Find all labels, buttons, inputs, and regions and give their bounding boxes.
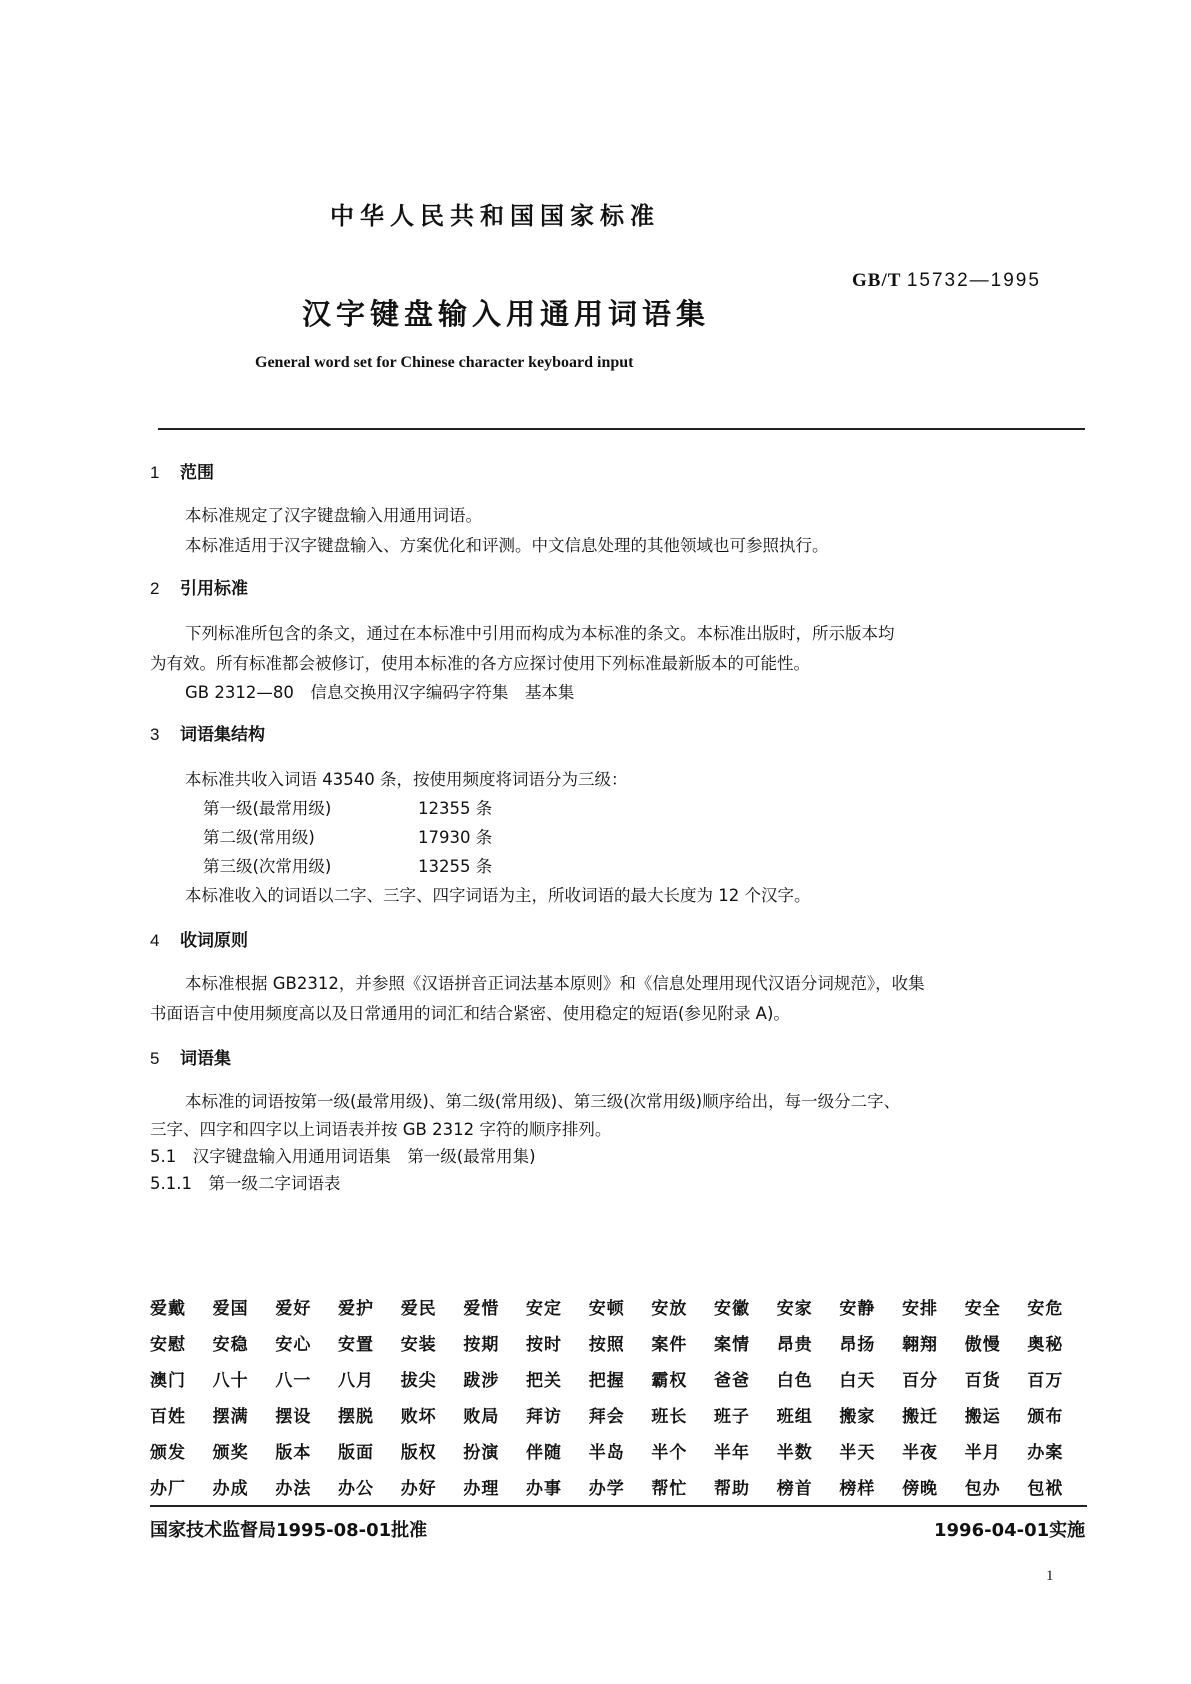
section-3-heading: 3 词语集结构 (150, 725, 265, 745)
word-cell: 搬家 (839, 1406, 876, 1427)
word-cell: 班子 (714, 1406, 751, 1427)
word-cell: 爱惜 (463, 1298, 500, 1319)
word-cell: 安家 (776, 1298, 813, 1319)
word-cell: 安顿 (588, 1298, 625, 1319)
word-cell: 半夜 (902, 1442, 939, 1463)
word-cell: 颁布 (1027, 1406, 1064, 1427)
section-5-heading: 5 词语集 (150, 1049, 231, 1069)
word-cell: 把关 (526, 1370, 563, 1391)
section-5-paragraph-line-2: 三字、四字和四字以上词语表并按 GB 2312 字符的顺序排列。 (150, 1120, 612, 1139)
word-cell: 安放 (651, 1298, 688, 1319)
word-cell: 百分 (902, 1370, 939, 1391)
word-cell: 案情 (714, 1334, 751, 1355)
word-cell: 办好 (400, 1478, 437, 1499)
word-cell: 八月 (338, 1370, 375, 1391)
word-cell: 百姓 (150, 1406, 186, 1427)
word-cell: 按照 (588, 1334, 625, 1355)
word-cell: 爱国 (212, 1298, 249, 1319)
word-cell: 把握 (588, 1370, 625, 1391)
word-row (150, 1288, 1090, 1324)
word-cell: 八十 (212, 1370, 249, 1391)
level-3-label: 第三级(次常用级) (203, 857, 332, 876)
word-cell: 安定 (526, 1298, 563, 1319)
word-cell: 摆满 (212, 1406, 249, 1427)
word-cell: 按期 (463, 1334, 500, 1355)
word-cell: 霸权 (651, 1370, 688, 1391)
word-cell: 班长 (651, 1406, 688, 1427)
word-cell: 版权 (400, 1442, 437, 1463)
level-3-count: 13255 条 (418, 857, 493, 876)
word-cell: 办学 (588, 1478, 625, 1499)
subsection-5-1-heading: 5.1 汉字键盘输入用通用词语集 第一级(最常用集) (150, 1147, 536, 1166)
word-cell: 包办 (964, 1478, 1001, 1499)
word-cell: 拔尖 (400, 1370, 437, 1391)
word-cell: 办厂 (150, 1478, 186, 1499)
section-5-paragraph-line-1: 本标准的词语按第一级(最常用级)、第二级(常用级)、第三级(次常用级)顺序给出，每一级分二字、 (185, 1092, 901, 1111)
word-row (150, 1432, 1090, 1468)
word-cell: 百万 (1027, 1370, 1064, 1391)
standard-code-number: 15732—1995 (906, 270, 1041, 291)
section-4-paragraph-line-2: 书面语言中使用频度高以及日常通用的词汇和结合紧密、使用稳定的短语(参见附录 A)。 (150, 1004, 790, 1023)
word-cell: 半天 (839, 1442, 876, 1463)
word-cell: 澳门 (150, 1370, 186, 1391)
level-2-count: 17930 条 (418, 828, 493, 847)
word-cell: 八一 (275, 1370, 312, 1391)
section-1-paragraph-2: 本标准适用于汉字键盘输入、方案优化和评测。中文信息处理的其他领域也可参照执行。 (185, 536, 829, 555)
word-cell: 半岛 (588, 1442, 625, 1463)
section-2-paragraph-line-2: 为有效。所有标准都会被修订，使用本标准的各方应探讨使用下列标准最新版本的可能性。 (150, 654, 810, 673)
word-cell: 百货 (964, 1370, 1001, 1391)
section-4-paragraph-line-1: 本标准根据 GB2312，并参照《汉语拼音正词法基本原则》和《信息处理用现代汉语分词规范》，收集 (185, 974, 925, 993)
word-cell: 安全 (964, 1298, 1001, 1319)
subsection-5-1-1-heading: 5.1.1 第一级二字词语表 (150, 1174, 341, 1193)
word-row (150, 1360, 1090, 1396)
standard-organization: 中华人民共和国国家标准 (330, 202, 660, 230)
word-cell: 办事 (526, 1478, 563, 1499)
word-cell: 爱民 (400, 1298, 437, 1319)
word-row (150, 1324, 1090, 1360)
standard-code (852, 270, 1041, 292)
section-1-heading: 1 范围 (150, 463, 214, 483)
word-cell: 败局 (463, 1406, 500, 1427)
word-cell: 颁发 (150, 1442, 186, 1463)
word-cell: 搬迁 (902, 1406, 939, 1427)
word-cell: 爱戴 (150, 1298, 186, 1319)
word-cell: 安稳 (212, 1334, 249, 1355)
word-cell: 版面 (338, 1442, 375, 1463)
word-cell: 帮助 (714, 1478, 751, 1499)
approval-date: 国家技术监督局1995-08-01批准 (150, 1520, 428, 1541)
word-cell: 安慰 (150, 1334, 186, 1355)
section-2-heading: 2 引用标准 (150, 579, 248, 599)
word-cell: 翱翔 (902, 1334, 939, 1355)
word-cell: 摆脱 (338, 1406, 375, 1427)
page-number: 1 (1046, 1568, 1054, 1584)
word-cell: 扮演 (463, 1442, 500, 1463)
document-title: 汉字键盘输入用通用词语集 (302, 297, 711, 331)
word-row (150, 1396, 1090, 1432)
word-cell: 安排 (902, 1298, 939, 1319)
word-cell: 半年 (714, 1442, 751, 1463)
section-3-outro: 本标准收入的词语以二字、三字、四字词语为主，所收词语的最大长度为 12 个汉字。 (185, 886, 811, 905)
word-cell: 半月 (964, 1442, 1001, 1463)
word-cell: 安静 (839, 1298, 876, 1319)
referenced-standard: GB 2312—80 信息交换用汉字编码字符集 基本集 (185, 683, 575, 702)
word-cell: 办公 (338, 1478, 375, 1499)
word-cell: 安危 (1027, 1298, 1064, 1319)
header-divider (158, 428, 1085, 430)
word-cell: 傲慢 (964, 1334, 1001, 1355)
word-cell: 半个 (651, 1442, 688, 1463)
word-cell: 办成 (212, 1478, 249, 1499)
word-cell: 伴随 (526, 1442, 563, 1463)
effective-date: 1996-04-01实施 (934, 1520, 1086, 1541)
word-cell: 榜首 (776, 1478, 813, 1499)
word-cell: 白天 (839, 1370, 876, 1391)
word-cell: 拜会 (588, 1406, 625, 1427)
word-cell: 半数 (776, 1442, 813, 1463)
section-1-paragraph-1: 本标准规定了汉字键盘输入用通用词语。 (185, 506, 482, 525)
section-4-heading: 4 收词原则 (150, 931, 248, 951)
word-cell: 跋涉 (463, 1370, 500, 1391)
word-row (150, 1468, 1090, 1504)
word-cell: 摆设 (275, 1406, 312, 1427)
word-cell: 拜访 (526, 1406, 563, 1427)
word-cell: 版本 (275, 1442, 312, 1463)
word-cell: 败坏 (400, 1406, 437, 1427)
word-cell: 昂贵 (776, 1334, 813, 1355)
word-cell: 榜样 (839, 1478, 876, 1499)
level-1-label: 第一级(最常用级) (203, 799, 332, 818)
word-cell: 白色 (776, 1370, 813, 1391)
word-cell: 搬运 (964, 1406, 1001, 1427)
word-cell: 安徽 (714, 1298, 751, 1319)
level-1-count: 12355 条 (418, 799, 493, 818)
word-cell: 傍晚 (902, 1478, 939, 1499)
word-cell: 颁奖 (212, 1442, 249, 1463)
word-cell: 安装 (400, 1334, 437, 1355)
word-table (150, 1288, 1090, 1504)
word-cell: 办案 (1027, 1442, 1064, 1463)
footer-divider (150, 1505, 1087, 1507)
word-cell: 班组 (776, 1406, 813, 1427)
word-cell: 案件 (651, 1334, 688, 1355)
word-cell: 办法 (275, 1478, 312, 1499)
word-cell: 昂扬 (839, 1334, 876, 1355)
word-cell: 帮忙 (651, 1478, 688, 1499)
word-cell: 爱护 (338, 1298, 375, 1319)
word-cell: 安置 (338, 1334, 375, 1355)
standard-code-prefix: GB/T (852, 270, 902, 291)
word-cell: 爱好 (275, 1298, 312, 1319)
word-cell: 按时 (526, 1334, 563, 1355)
section-2-paragraph-line-1: 下列标准所包含的条文，通过在本标准中引用而构成为本标准的条文。本标准出版时，所示版本均 (185, 624, 895, 643)
word-cell: 包袱 (1027, 1478, 1064, 1499)
level-2-label: 第二级(常用级) (203, 828, 315, 847)
word-cell: 安心 (275, 1334, 312, 1355)
word-cell: 爸爸 (714, 1370, 751, 1391)
document-title-english: General word set for Chinese character keyboard input (255, 354, 634, 371)
word-cell: 办理 (463, 1478, 500, 1499)
section-3-intro: 本标准共收入词语 43540 条，按使用频度将词语分为三级： (185, 770, 628, 789)
word-cell: 奥秘 (1027, 1334, 1064, 1355)
